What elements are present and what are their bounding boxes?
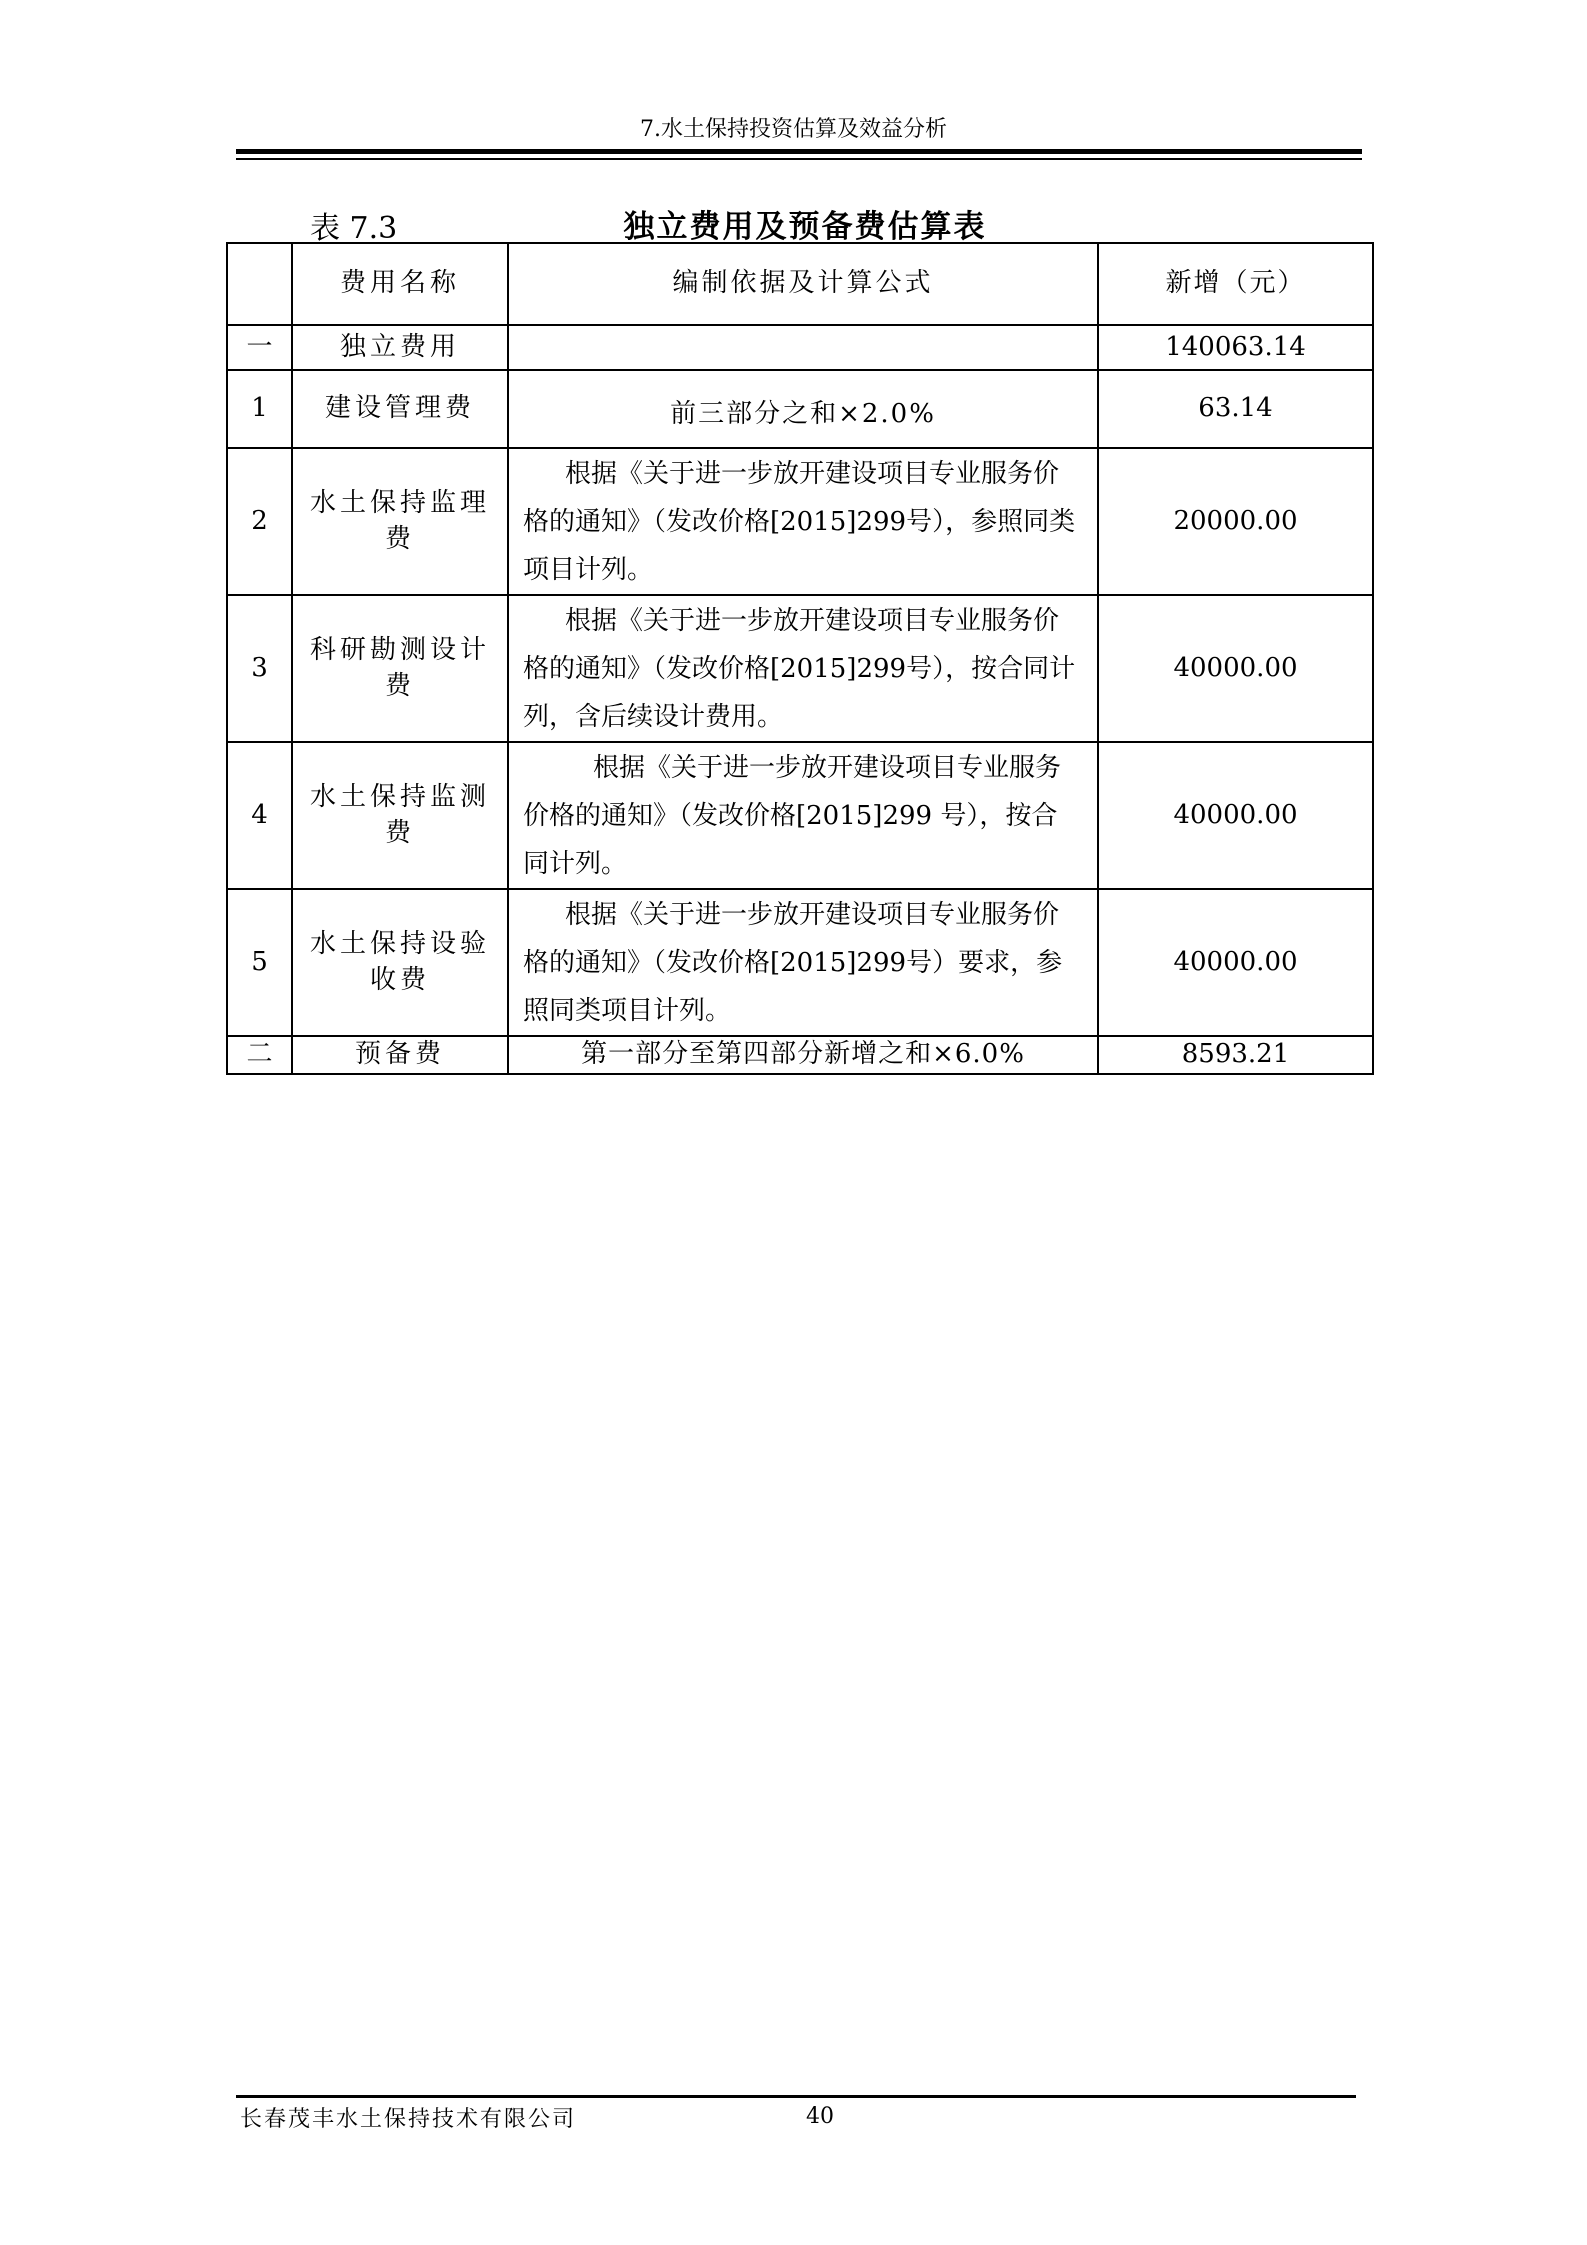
cost-name: 建设管理费 xyxy=(292,370,508,448)
cost-basis: 前三部分之和×2.0% xyxy=(508,370,1098,448)
cost-amount: 8593.21 xyxy=(1098,1036,1373,1074)
row-number: 二 xyxy=(227,1036,292,1074)
table-row xyxy=(227,370,1373,448)
cost-table xyxy=(226,242,1374,1075)
column-header-no xyxy=(227,243,292,325)
cost-amount: 20000.00 xyxy=(1098,448,1373,595)
cost-name: 水土保持监理费 xyxy=(292,448,508,595)
footer-rule xyxy=(236,2095,1356,2098)
cost-basis: 根据《关于进一步放开建设项目专业服务价格的通知》（发改价格[2015]299 号），按合同计列。 xyxy=(508,742,1098,889)
cost-amount: 140063.14 xyxy=(1098,325,1373,370)
cost-name: 水土保持设验收费 xyxy=(292,889,508,1036)
row-number: 5 xyxy=(227,889,292,1036)
cost-name: 独立费用 xyxy=(292,325,508,370)
table-row xyxy=(227,889,1373,1036)
cost-amount: 40000.00 xyxy=(1098,595,1373,742)
column-header-amount: 新增（元） xyxy=(1098,243,1373,325)
cost-basis: 根据《关于进一步放开建设项目专业服务价格的通知》（发改价格[2015]299号），按合同计列，含后续设计费用。 xyxy=(508,595,1098,742)
cost-name: 水土保持监测费 xyxy=(292,742,508,889)
table-row xyxy=(227,595,1373,742)
row-number: 1 xyxy=(227,370,292,448)
row-number: 一 xyxy=(227,325,292,370)
table-row xyxy=(227,742,1373,889)
table-title: 独立费用及预备费估算表 xyxy=(623,209,987,245)
footer-company: 长春茂丰水土保持技术有限公司 xyxy=(240,2107,577,2132)
column-header-basis: 编制依据及计算公式 xyxy=(508,243,1098,325)
cost-amount: 40000.00 xyxy=(1098,742,1373,889)
page-number: 40 xyxy=(806,2104,834,2129)
cost-name: 预备费 xyxy=(292,1036,508,1074)
table-row xyxy=(227,325,1373,370)
cost-basis xyxy=(508,325,1098,370)
header-rule-thin xyxy=(236,158,1362,160)
row-number: 3 xyxy=(227,595,292,742)
cost-basis: 根据《关于进一步放开建设项目专业服务价格的通知》（发改价格[2015]299号），参照同类项目计列。 xyxy=(508,448,1098,595)
table-row xyxy=(227,448,1373,595)
cost-amount: 40000.00 xyxy=(1098,889,1373,1036)
header-rule-thick xyxy=(236,149,1362,154)
table-header-row xyxy=(227,243,1373,325)
table-row xyxy=(227,1036,1373,1074)
row-number: 2 xyxy=(227,448,292,595)
table-number: 表 7.3 xyxy=(310,211,398,246)
cost-basis: 第一部分至第四部分新增之和×6.0% xyxy=(508,1036,1098,1074)
row-number: 4 xyxy=(227,742,292,889)
cost-basis: 根据《关于进一步放开建设项目专业服务价格的通知》（发改价格[2015]299号）要求，参照同类项目计列。 xyxy=(508,889,1098,1036)
cost-name: 科研勘测设计费 xyxy=(292,595,508,742)
cost-amount: 63.14 xyxy=(1098,370,1373,448)
column-header-name: 费用名称 xyxy=(292,243,508,325)
chapter-title: 7.水土保持投资估算及效益分析 xyxy=(640,117,947,142)
